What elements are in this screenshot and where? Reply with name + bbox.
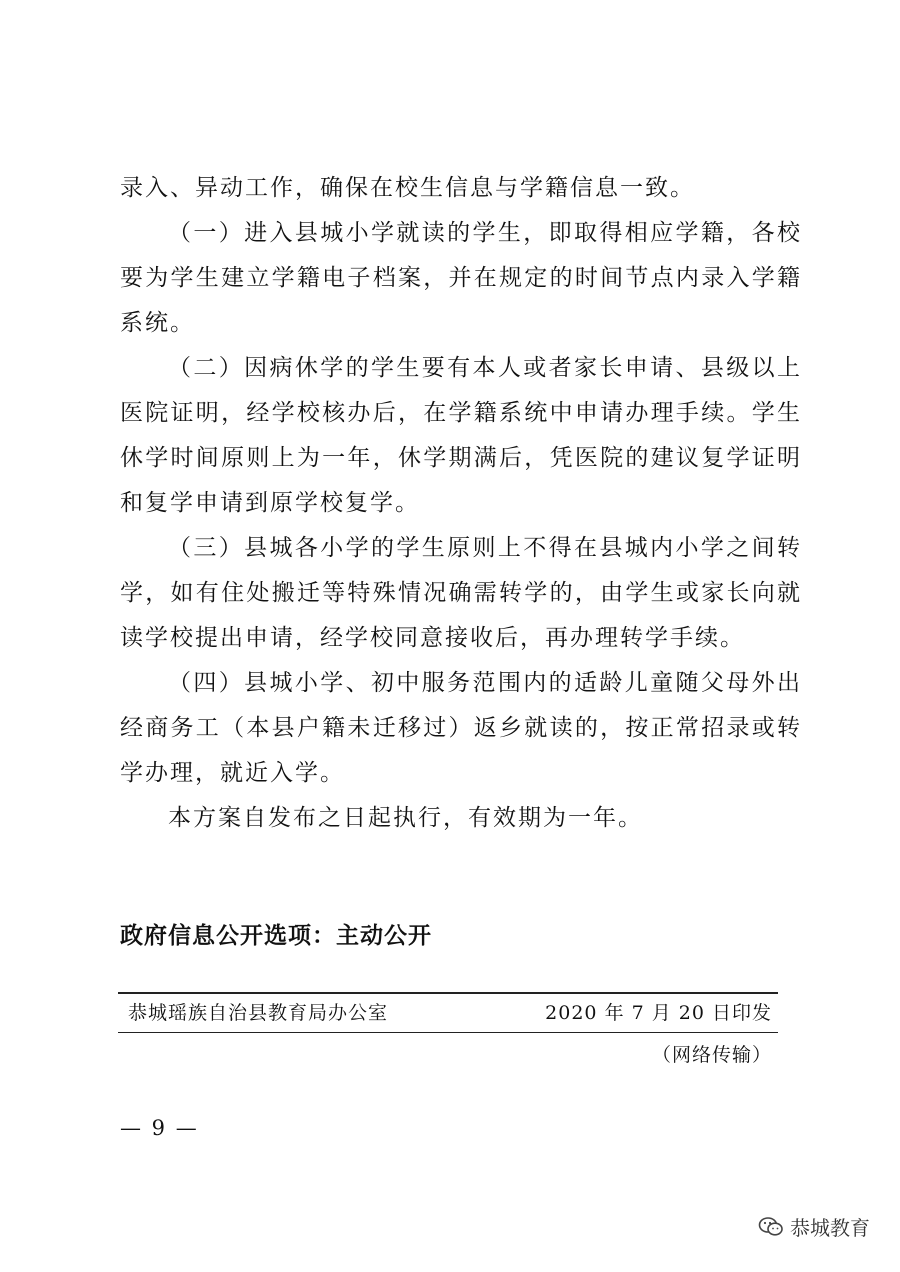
- page-number: — 9 —: [120, 1116, 199, 1140]
- paragraph-1: 录入、异动工作，确保在校生信息与学籍信息一致。: [120, 175, 695, 201]
- issue-date: 2020 年 7 月 20 日印发: [545, 1002, 772, 1024]
- transmission-note: （网络传输）: [651, 1044, 772, 1066]
- paragraph-4: （三）县城各小学的学生原则上不得在县城内小学之间转学，如有住处搬迁等特殊情况确需转学的，由学生或家长向就读学校提出申请，经学校同意接收后，再办理转学手续。: [120, 535, 802, 651]
- paragraph-2: （一）进入县城小学就读的学生，即取得相应学籍，各校要为学生建立学籍电子档案，并在规定的时间节点内录入学籍系统。: [120, 220, 802, 336]
- bottom-divider: [118, 1032, 778, 1033]
- disclosure-option: 政府信息公开选项：主动公开: [120, 923, 432, 949]
- watermark: [758, 1212, 870, 1241]
- paragraph-6: 本方案自发布之日起执行，有效期为一年。: [168, 805, 643, 831]
- paragraph-3: （二）因病休学的学生要有本人或者家长申请、县级以上医院证明，经学校核办后，在学籍系统中申请办理手续。学生休学时间原则上为一年，休学期满后，凭医院的建议复学证明和复学申请到原学校复学。: [120, 355, 802, 516]
- paragraph-5: （四）县城小学、初中服务范围内的适龄儿童随父母外出经商务工（本县户籍未迁移过）返乡就读的，按正常招录或转学办理，就近入学。: [120, 670, 802, 786]
- watermark-text: 恭城教育: [790, 1216, 870, 1240]
- top-divider: [118, 992, 778, 994]
- issuer: 恭城瑶族自治县教育局办公室: [128, 1002, 389, 1024]
- body-text: [120, 166, 802, 841]
- wechat-icon: [758, 1216, 784, 1238]
